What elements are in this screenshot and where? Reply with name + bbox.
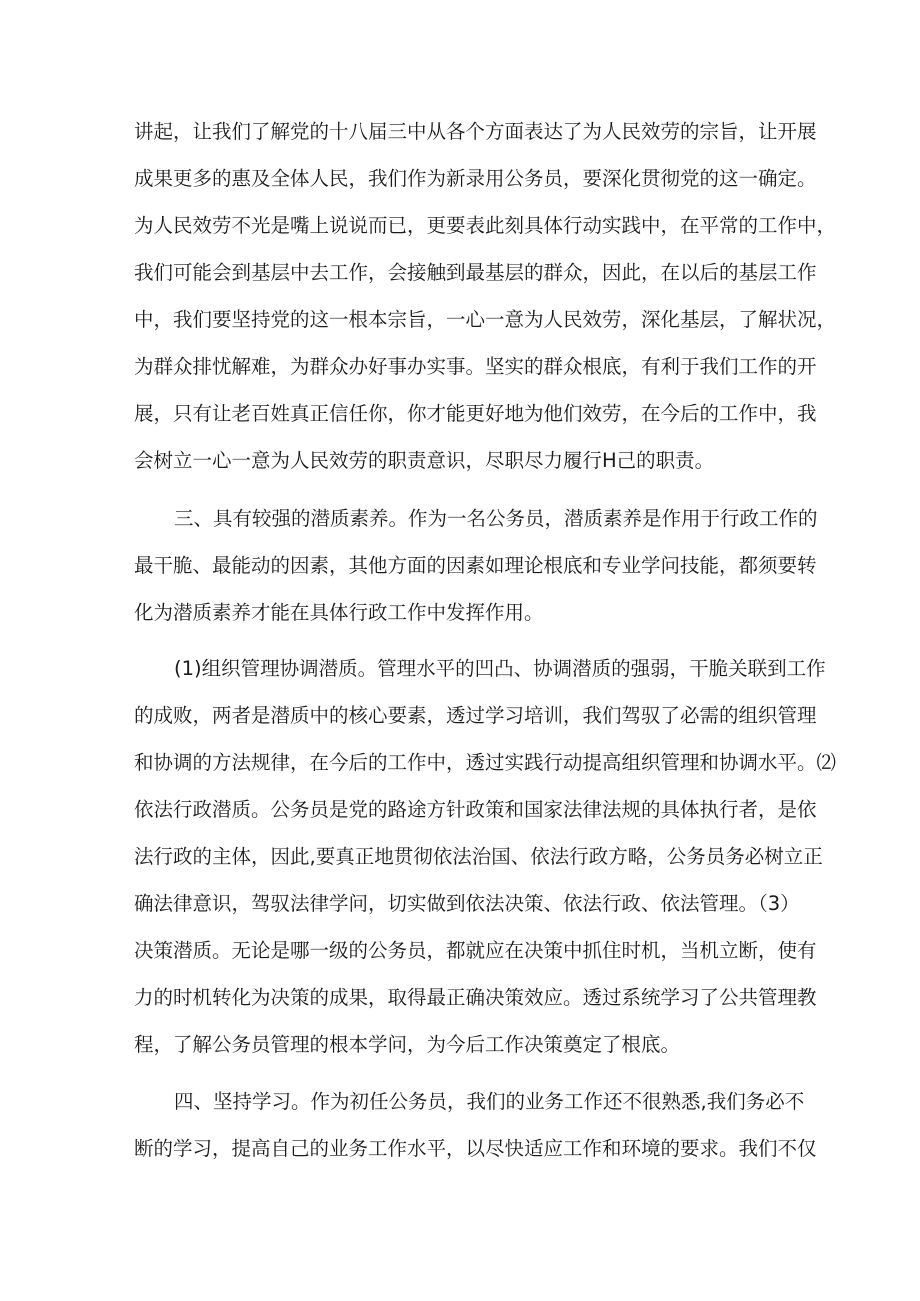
text-line: 会树立一心一意为人民效劳的职责意识，尽职尽力履行H己的职责。 [134, 449, 715, 472]
text-line: 断的学习，提高自己的业务工作水平，以尽快适应工作和环境的要求。我们不仅 [134, 1137, 817, 1160]
text-line: 中，我们要坚持党的这一根本宗旨，一心一意为人民效劳，深化基层，了解状况， [134, 308, 837, 331]
text-line: 讲起，让我们了解党的十八届三中从各个方面表达了为人民效劳的宗旨，让开展 [134, 120, 817, 143]
text-line: 程，了解公务员管理的根本学问，为今后工作决策奠定了根底。 [134, 1033, 681, 1056]
text-line: 的成败，两者是潜质中的核心要素，透过学习培训，我们驾驭了必需的组织管理 [134, 704, 817, 727]
text-line: 四、坚持学习。作为初任公务员，我们的业务工作还不很熟悉,我们务必不 [174, 1090, 805, 1113]
text-line: 化为潜质素养才能在具体行政工作中发挥作用。 [134, 601, 544, 624]
text-line: 为人民效劳不光是嘴上说说而已，更要表此刻具体行动实践中，在平常的工作中， [134, 214, 837, 237]
text-line: 决策潜质。无论是哪一级的公务员，都就应在决策中抓住时机，当机立断，使有 [134, 939, 817, 962]
text-line: 和协调的方法规律，在今后的工作中，透过实践行动提高组织管理和协调水平。⑵ [134, 751, 837, 774]
text-line: 力的时机转化为决策的成果，取得最正确决策效应。透过系统学习了公共管理教 [134, 986, 817, 1009]
text-line: 法行政的主体，因此,要真正地贯彻依法治国、依法行政方略，公务员务必树立正 [134, 845, 823, 868]
text-line: (1)组织管理协调潜质。管理水平的凹凸、协调潜质的强弱，干脆关联到工作 [174, 657, 826, 680]
text-line: 依法行政潜质。公务员是党的路途方针政策和国家法律法规的具体执行者，是依 [134, 798, 817, 821]
text-line: 展，只有让老百姓真正信任你，你才能更好地为他们效劳，在今后的工作中，我 [134, 402, 817, 425]
text-line: 为群众排忧解难，为群众办好事办实事。坚实的群众根底，有利于我们工作的开 [134, 355, 817, 378]
text-line: 最干脆、最能动的因素，其他方面的因素如理论根底和专业学问技能，都须要转 [134, 554, 817, 577]
text-line: 我们可能会到基层中去工作，会接触到最基层的群众，因此，在以后的基层工作 [134, 261, 817, 284]
text-line: 三、具有较强的潜质素养。作为一名公务员，潜质素养是作用于行政工作的 [174, 507, 818, 530]
text-line: 成果更多的惠及全体人民，我们作为新录用公务员，要深化贯彻党的这一确定。 [134, 167, 817, 190]
text-line: 确法律意识，驾驭法律学问，切实做到依法决策、依法行政、依法管理。（3） [134, 892, 800, 915]
